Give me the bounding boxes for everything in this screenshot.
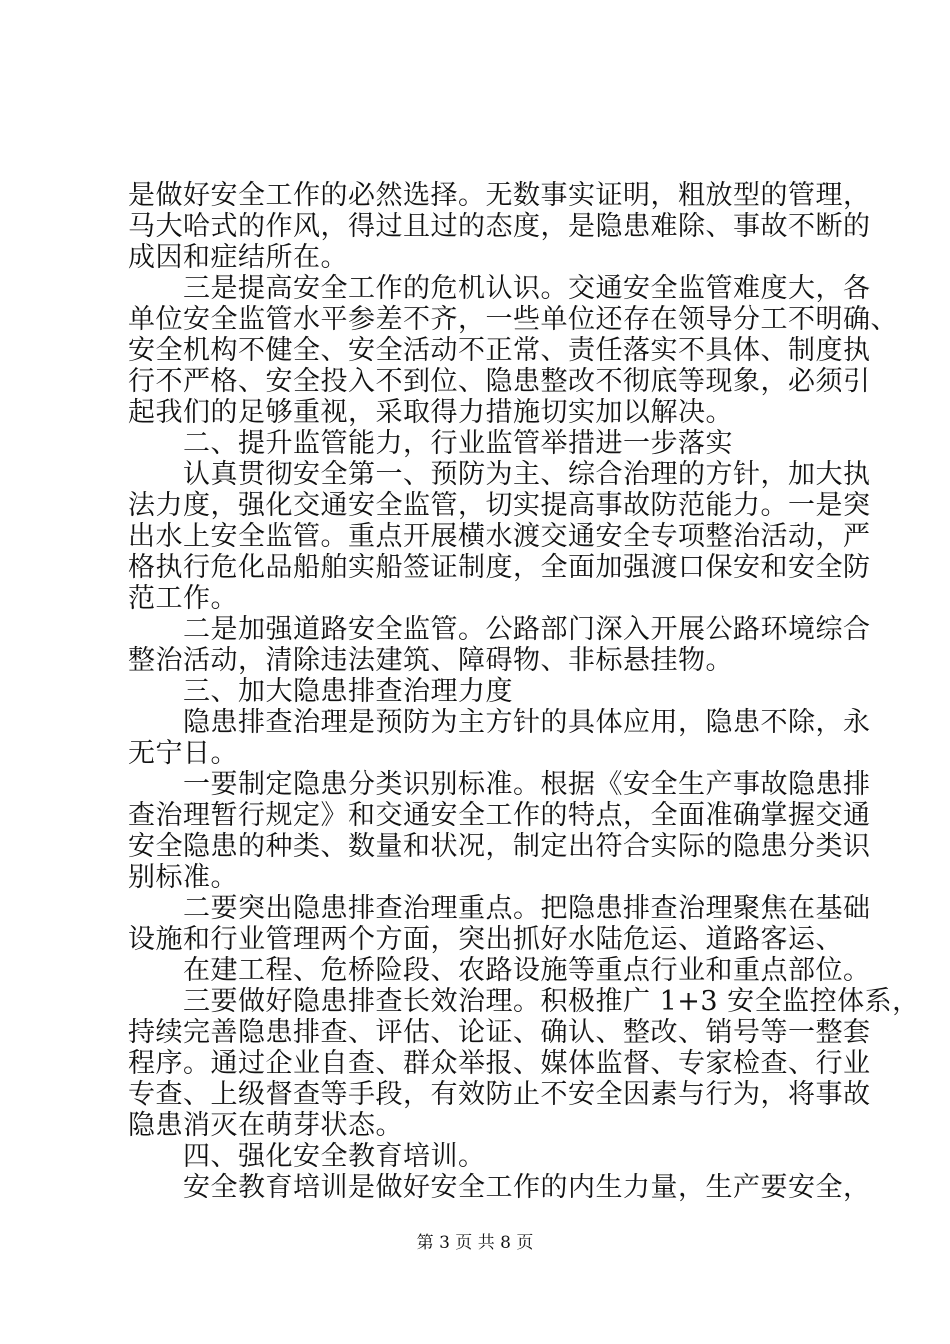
paragraph-first-line: 隐患排查治理是预防为主方针的具体应用，隐患不除，永 xyxy=(183,707,871,738)
body-text-line: 起我们的足够重视，采取得力措施切实加以解决。 xyxy=(128,397,733,428)
paragraph-first-line: 三要做好隐患排查长效治理。积极推广 1+3 安全监控体系， xyxy=(183,986,920,1017)
body-text-line: 是做好安全工作的必然选择。无数事实证明，粗放型的管理， xyxy=(128,180,871,211)
paragraph-first-line: 认真贯彻安全第一、预防为主、综合治理的方针，加大执 xyxy=(183,459,871,490)
body-text-line: 安全机构不健全、安全活动不正常、责任落实不具体、制度执 xyxy=(128,335,871,366)
paragraph-first-line: 二是加强道路安全监管。公路部门深入开展公路环境综合 xyxy=(183,614,871,645)
body-text-line: 别标准。 xyxy=(128,862,238,893)
body-text-line: 安全隐患的种类、数量和状况，制定出符合实际的隐患分类识 xyxy=(128,831,871,862)
body-text-line: 设施和行业管理两个方面，突出抓好水陆危运、道路客运、 xyxy=(128,924,843,955)
section-heading: 三、加大隐患排查治理力度 xyxy=(183,676,513,707)
body-text-line: 法力度，强化交通安全监管，切实提高事故防范能力。一是突 xyxy=(128,490,871,521)
body-text-line: 程序。通过企业自查、群众举报、媒体监督、专家检查、行业 xyxy=(128,1048,871,1079)
section-heading: 四、强化安全教育培训。 xyxy=(183,1141,486,1172)
body-text-line: 整治活动，清除违法建筑、障碍物、非标悬挂物。 xyxy=(128,645,733,676)
section-heading: 二、提升监管能力，行业监管举措进一步落实 xyxy=(183,428,733,459)
body-text-line: 专查、上级督查等手段，有效防止不安全因素与行为，将事故 xyxy=(128,1079,871,1110)
body-text-line: 成因和症结所在。 xyxy=(128,242,348,273)
body-text-line: 格执行危化品船舶实船签证制度，全面加强渡口保安和安全防 xyxy=(128,552,871,583)
body-text-line: 无宁日。 xyxy=(128,738,238,769)
body-text-line: 出水上安全监管。重点开展横水渡交通安全专项整治活动，严 xyxy=(128,521,871,552)
paragraph-first-line: 安全教育培训是做好安全工作的内生力量，生产要安全， xyxy=(183,1172,871,1203)
body-text-line: 在建工程、危桥险段、农路设施等重点行业和重点部位。 xyxy=(183,955,871,986)
page-number-footer: 第 3 页 共 8 页 xyxy=(416,1233,534,1253)
body-text-line: 查治理暂行规定》和交通安全工作的特点，全面准确掌握交通 xyxy=(128,800,871,831)
paragraph-first-line: 二要突出隐患排查治理重点。把隐患排查治理聚焦在基础 xyxy=(183,893,871,924)
body-text-line: 持续完善隐患排查、评估、论证、确认、整改、销号等一整套 xyxy=(128,1017,871,1048)
paragraph-first-line: 一要制定隐患分类识别标准。根据《安全生产事故隐患排 xyxy=(183,769,871,800)
body-text-line: 单位安全监管水平参差不齐，一些单位还存在领导分工不明确、 xyxy=(128,304,898,335)
body-text-line: 行不严格、安全投入不到位、隐患整改不彻底等现象，必须引 xyxy=(128,366,871,397)
body-text-line: 隐患消灭在萌芽状态。 xyxy=(128,1110,403,1141)
body-text-line: 范工作。 xyxy=(128,583,238,614)
body-text-line: 马大哈式的作风，得过且过的态度，是隐患难除、事故不断的 xyxy=(128,211,871,242)
paragraph-first-line: 三是提高安全工作的危机认识。交通安全监管难度大，各 xyxy=(183,273,871,304)
